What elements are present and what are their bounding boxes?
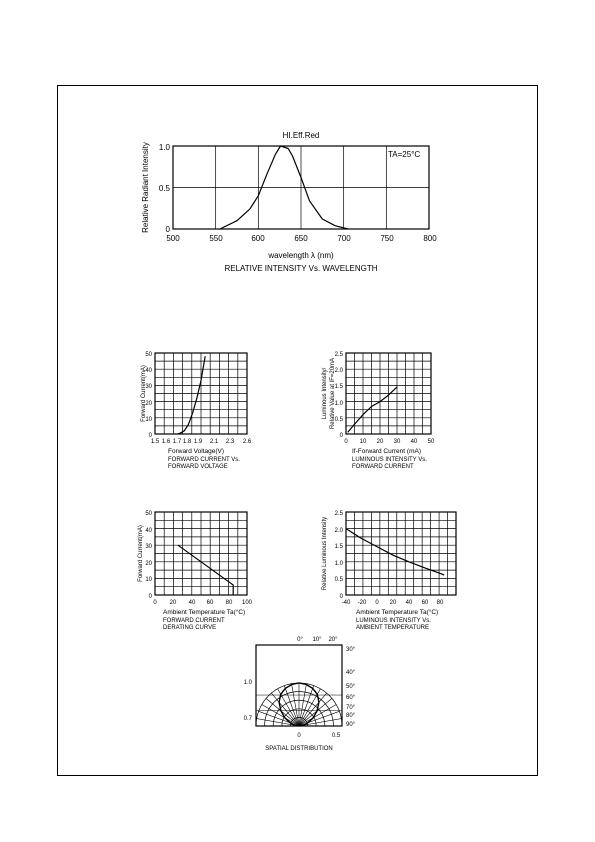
chart3-caption: FORWARD CURRENT: [352, 464, 414, 470]
chart1-ytick-label: 0.5: [158, 184, 170, 193]
polar-angle-label: 80°: [346, 713, 356, 719]
polar-angle-label: 30°: [346, 647, 356, 653]
chart1-xtick-label: 550: [209, 234, 223, 243]
chart4-ytick-label: 40: [145, 528, 152, 534]
chart3-ytick-label: 0.5: [334, 417, 343, 423]
chart4-caption: DERATING CURVE: [163, 625, 217, 631]
chart1-title: HI.Eff.Red: [282, 131, 320, 140]
chart4-ytick-label: 20: [145, 561, 152, 567]
chart3-xtick-label: 30: [393, 439, 401, 445]
chart4-xtick-label: 60: [206, 600, 214, 606]
chart4-caption: FORWARD CURRENT: [163, 618, 225, 624]
chart3-xtick-label: 10: [359, 439, 367, 445]
chart5-ytick-label: 1.0: [334, 561, 343, 567]
polar-angle-label: 0°: [297, 637, 303, 643]
polar-angle-label: 50°: [346, 684, 356, 690]
polar-radial-label: 0.5: [331, 733, 341, 739]
chart3-xtick-label: 40: [410, 439, 418, 445]
chart2-y-axis-label: Forward Current(mA): [141, 365, 147, 422]
chart5-series-line: [346, 529, 444, 576]
chart4-y-axis-label: Forward Current(mA): [138, 525, 144, 582]
polar-angle-label: 10°: [312, 637, 322, 643]
chart3-xtick-label: 50: [427, 439, 435, 445]
chart1-xtick-label: 750: [380, 234, 394, 243]
polar-radial-label: 1.0: [243, 680, 252, 686]
chart4-ytick-label: 10: [145, 577, 152, 583]
chart1-y-axis-label: Relative Radiant Intensity: [141, 142, 150, 233]
chart4-xtick-label: 100: [241, 600, 253, 606]
chart2-ytick-label: 50: [145, 352, 152, 358]
chart1-xtick-label: 650: [294, 234, 308, 243]
chart1-xtick-label: 500: [166, 234, 180, 243]
chart2-ytick-label: 20: [145, 401, 152, 407]
chart2-ytick-label: 40: [145, 368, 152, 374]
chart5-xtick-label: 0: [375, 600, 379, 606]
chart3-x-axis-label: If-Forward Current (mA): [352, 448, 421, 455]
chart2-x-axis-label: Forward Voltage(V): [168, 448, 224, 455]
chart5-xtick-label: 20: [389, 600, 397, 606]
chart5-xtick-label: -40: [341, 600, 351, 606]
chart5-ytick-label: 0.5: [334, 577, 343, 583]
polar-radial-label: 0.7: [243, 716, 252, 722]
chart4-xtick-label: 80: [225, 600, 233, 606]
chart5-xtick-label: 80: [436, 600, 444, 606]
chart3-ytick-label: 1.5: [334, 384, 343, 390]
chart5-xtick-label: 60: [421, 600, 429, 606]
chart3-y-axis-label: Relative Value at IF=20mA: [330, 357, 336, 430]
chart3-xtick-label: 0: [344, 439, 348, 445]
chart3-ytick-label: 2.0: [334, 368, 343, 374]
chart1-x-axis-label: wavelength λ (nm): [268, 251, 334, 260]
chart2-caption: FORWARD VOLTAGE: [168, 464, 228, 470]
chart4-xtick-label: 0: [153, 600, 157, 606]
chart3-caption: LUMINOUS INTENSITY Vs.: [352, 457, 427, 463]
chart5-xtick-label: -20: [357, 600, 367, 606]
chart2-ytick-label: 10: [145, 417, 152, 423]
chart2-xtick-label: 1.9: [193, 439, 203, 445]
chart2-xtick-label: 2.3: [225, 439, 235, 445]
chart5-ytick-label: 0: [339, 594, 343, 600]
chart4-x-axis-label: Ambient Temperature Ta(°C): [163, 609, 246, 616]
polar-angle-label: 20°: [328, 637, 338, 643]
chart3-ytick-label: 2.5: [334, 352, 343, 358]
chart5-y-axis-label: Relative Luminous Intensity: [322, 516, 328, 591]
chart2-ytick-label: 30: [145, 384, 152, 390]
chart5-ytick-label: 2.0: [334, 528, 343, 534]
polar-angle-label: 70°: [346, 705, 356, 711]
chart2-xtick-label: 2.1: [209, 439, 219, 445]
chart2-caption: FORWARD CURRENT Vs.: [168, 457, 240, 463]
chart5-ytick-label: 1.5: [334, 544, 343, 550]
chart2-xtick-label: 1.5: [150, 439, 160, 445]
chart1-ytick-label: 1.0: [158, 143, 170, 152]
chart5-caption: AMBIENT TEMPERATURE: [356, 625, 430, 631]
chart4-xtick-label: 40: [188, 600, 196, 606]
chart4-ytick-label: 30: [145, 544, 152, 550]
chart2-xtick-label: 2.6: [242, 439, 252, 445]
chart1-xtick-label: 600: [251, 234, 265, 243]
chart4-ytick-label: 50: [145, 511, 152, 517]
chart1-ytick-label: 0: [165, 225, 170, 234]
chart2-xtick-label: 1.6: [161, 439, 171, 445]
chart3-xtick-label: 20: [376, 439, 384, 445]
chart1-caption: RELATIVE INTENSITY Vs. WAVELENGTH: [224, 264, 378, 273]
polar-angle-label: 60°: [346, 695, 356, 701]
chart3-ytick-label: 1.0: [334, 401, 343, 407]
chart3-ytick-label: 0: [339, 433, 343, 439]
chart5-ytick-label: 2.5: [334, 511, 343, 517]
chart5-caption: LUMINOUS INTENSITY Vs.: [356, 618, 431, 624]
chart2-xtick-label: 1.7: [172, 439, 182, 445]
chart1-annotation: TA=25°C: [388, 150, 421, 159]
polar-caption: SPATIAL DISTRIBUTION: [265, 746, 333, 752]
chart5-x-axis-label: Ambient Temperature Ta(°C): [356, 609, 439, 616]
chart1-xtick-label: 700: [337, 234, 351, 243]
chart1-xtick-label: 800: [423, 234, 437, 243]
chart2-ytick-label: 0: [148, 433, 152, 439]
chart2-xtick-label: 1.8: [182, 439, 192, 445]
chart4-xtick-label: 20: [169, 600, 177, 606]
chart4-ytick-label: 0: [148, 594, 152, 600]
polar-angle-label: 90°: [346, 722, 356, 728]
chart3-y-axis-label: Luminous Intensity/: [322, 367, 328, 420]
polar-radial-label: 0: [297, 733, 301, 739]
chart5-xtick-label: 40: [405, 600, 413, 606]
polar-angle-label: 40°: [346, 670, 356, 676]
